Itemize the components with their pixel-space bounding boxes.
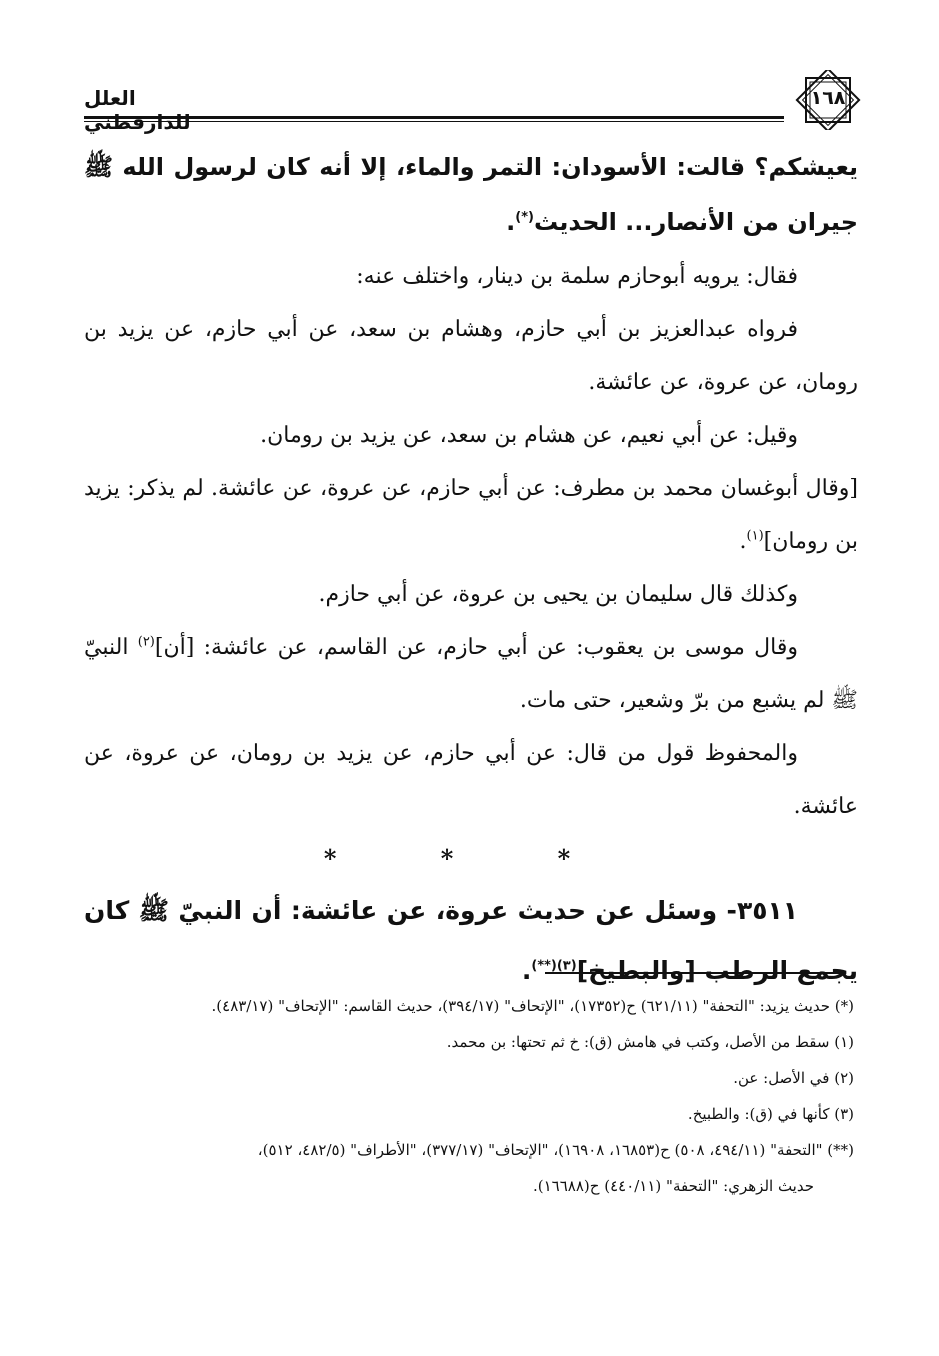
paragraph-4: وقيل: عن أبي نعيم، عن هشام بن سعد، عن يزيد بن رومان. <box>260 423 798 448</box>
paragraph-2: فقال: يرويه أبوحازم سلمة بن دينار، واختلف عنه: <box>356 264 798 289</box>
section-separator: * * * <box>323 844 619 873</box>
paragraph-5-text: [وقال أبوغسان محمد بن مطرف: عن أبي حازم، عن عروة، عن عائشة. لم يذكر: يزيد بن رومان] <box>84 476 858 554</box>
paragraph-6: وكذلك قال سليمان بن يحيى بن عروة، عن أبي حازم. <box>318 582 798 607</box>
question-heading-text: ٣٥١١- وسئل عن حديث عروة، عن عائشة: أن النبيّ ﷺ كان يجمع الرطب [والبطيخ] <box>84 896 858 985</box>
page-number: ١٦٨ <box>810 87 846 109</box>
footnote-double-star: (**) "التحفة" (٤٩٤/١١، ٥٠٨) ح(١٦٨٥٣، ١٦٩٠٨)، "الإتحاف" (٣٧٧/١٧)، "الأطراف" (٤٨٢/٥، ٥١٢)، <box>257 1141 854 1159</box>
footnote-ref-2: (٢) <box>137 634 155 650</box>
footnote-2: (٢) في الأصل: عن. <box>733 1069 854 1087</box>
footnote-double-star-continued: حديث الزهري: "التحفة" (٤٤٠/١١) ح(١٦٦٨٨). <box>533 1177 814 1195</box>
footnote-1: (١) سقط من الأصل، وكتب في هامش (ق): خ ثم تحتها: بن محمد. <box>446 1033 854 1051</box>
footnote-star: (*) حديث يزيد: "التحفة" (٦٢١/١١) ح(١٧٣٥٢)، "الإتحاف" (٣٩٤/١٧)، حديث القاسم: "الإتحاف" (٤٨٣/١٧). <box>211 997 854 1015</box>
footnote-ref-3: (٣)(**) <box>531 958 577 974</box>
paragraph-7-text-b: النبيّ ﷺ لم يشبع من برّ وشعير، حتى مات. <box>84 635 858 713</box>
paragraph-7 <box>84 621 858 727</box>
paragraph-8: والمحفوظ قول من قال: عن أبي حازم، عن يزيد بن رومان، عن عروة، عن عائشة. <box>84 741 858 819</box>
header-rule-thin <box>84 121 784 122</box>
footnote-separator <box>545 972 845 974</box>
paragraph-1-text: يعيشكم؟ قالت: الأسودان: التمر والماء، إلا أنه كان لرسول الله ﷺ جيران من الأنصار... الحديث <box>84 153 858 236</box>
book-title: العلل للدارقطني <box>84 86 191 134</box>
footnote-3: (٣) كأنها في (ق): والطبيخ. <box>687 1105 854 1123</box>
footnotes <box>84 988 854 1204</box>
paragraph-3: فرواه عبدالعزيز بن أبي حازم، وهشام بن سعد، عن أبي حازم، عن يزيد بن رومان، عن عروة، عن عائشة. <box>84 317 858 395</box>
paragraph-1: يعيشكم؟ قالت: الأسودان: التمر والماء، إلا أنه كان لرسول الله ﷺ جيران من الأنصار... الحديث(*). <box>84 153 858 236</box>
paragraph-7-text-a: وقال موسى بن يعقوب: عن أبي حازم، عن القاسم، عن عائشة: [أن] <box>154 635 798 660</box>
paragraph-5: [وقال أبوغسان محمد بن مطرف: عن أبي حازم، عن عروة، عن عائشة. لم يذكر: يزيد بن رومان]$^{(١)}$. <box>84 476 858 554</box>
question-heading: ٣٥١١- وسئل عن حديث عروة، عن عائشة: أن النبيّ ﷺ كان يجمع الرطب [والبطيخ]$^{(٣)(**)}$. <box>84 896 858 985</box>
page-number-badge <box>792 70 864 130</box>
footnote-ref-star: (*) <box>515 210 534 225</box>
main-text <box>84 140 858 1001</box>
page-header <box>84 70 864 134</box>
header-rule <box>84 116 784 119</box>
footnote-ref-1: (١) <box>746 528 764 544</box>
